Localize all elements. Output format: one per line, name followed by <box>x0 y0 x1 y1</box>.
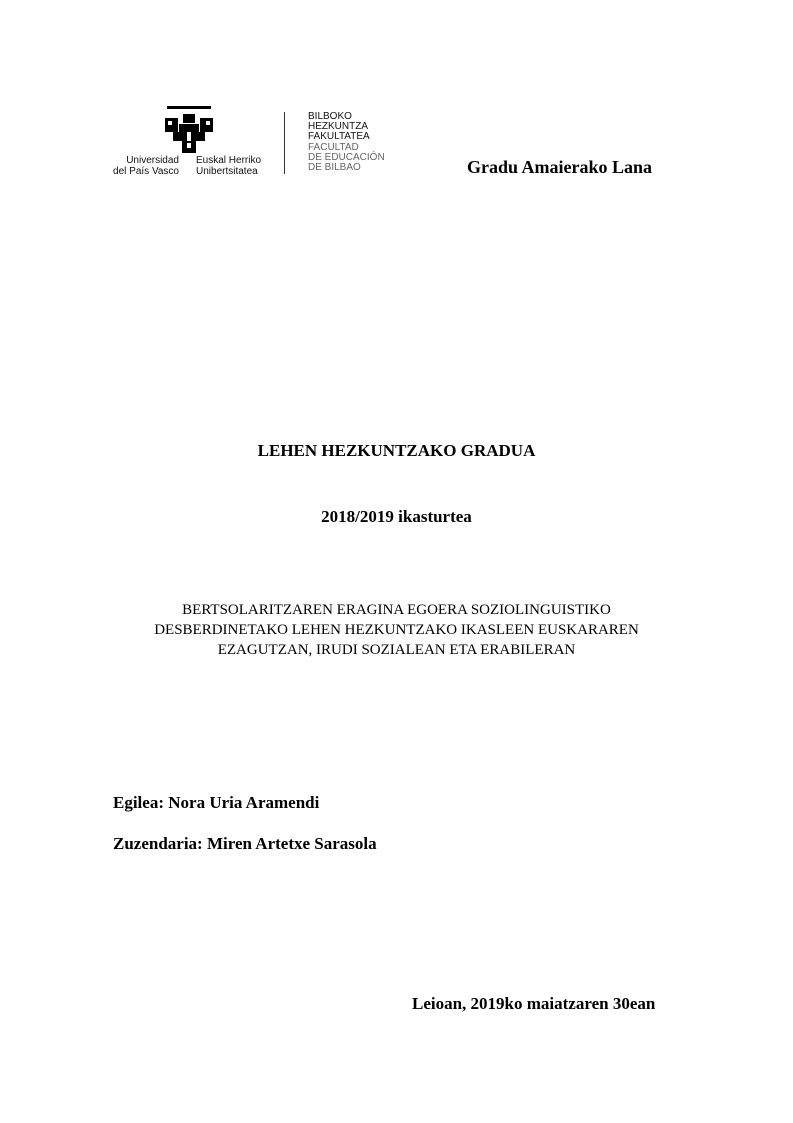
faculty-name-es: FACULTAD DE EDUCACIÓN DE BILBAO <box>308 142 385 173</box>
logo-divider <box>284 112 285 174</box>
author-line: Egilea: Nora Uria Aramendi <box>113 793 320 812</box>
university-name-es: Universidad del País Vasco <box>113 155 179 177</box>
university-name-eu: Euskal Herriko Unibertsitatea <box>196 155 262 177</box>
faculty-name-eu: BILBOKO HEZKUNTZA FAKULTATEA <box>308 111 370 142</box>
thesis-title: BERTSOLARITZAREN ERAGINA EGOERA SOZIOLINGUISTIKO DESBERDINETAKO LEHEN HEZKUNTZAKO IKASLEEN EUSKARAREN EZAGUTZAN, IRUDI SOZIALEAN ETA ERABILERAN <box>154 602 639 658</box>
degree-name: LEHEN HEZKUNTZAKO GRADUA <box>257 441 536 460</box>
director-line: Zuzendaria: Miren Artetxe Sarasola <box>113 834 377 853</box>
university-emblem-icon <box>163 106 215 154</box>
faculty-logo <box>108 106 398 178</box>
place-date: Leioan, 2019ko maiatzaren 30ean <box>412 994 656 1013</box>
academic-year: 2018/2019 ikasturtea <box>321 507 472 526</box>
document-type: Gradu Amaierako Lana <box>467 157 653 177</box>
